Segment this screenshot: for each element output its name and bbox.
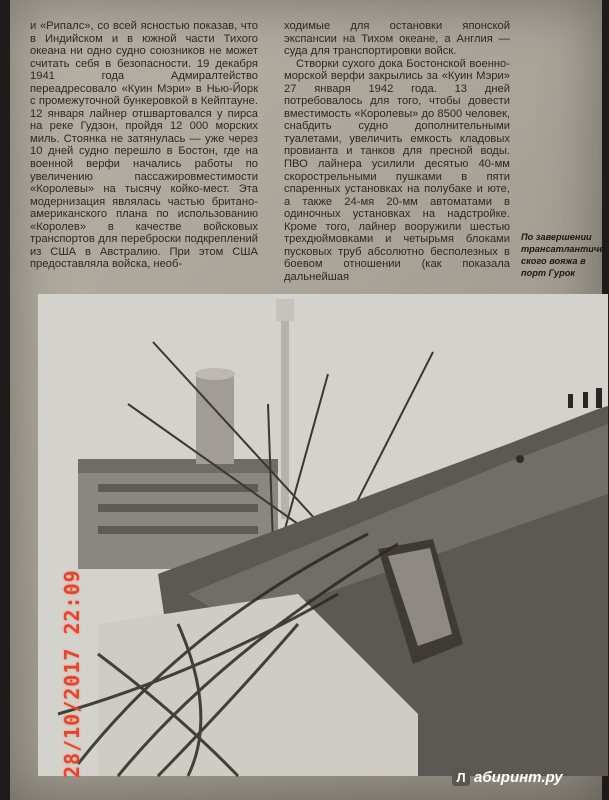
photo-caption: По завершении трансатлантического вояжа в порт Гурок: [521, 232, 608, 279]
article-paragraph: Створки сухого дока Бостонской военно-морской верфи закрылись за «Куин Мэри» 27 января 1942 года. 13 дней потребовалось для того, чтобы довести вместимость «Королевы» до 8500 человек, снабдить судно дополнительными туалетами, увеличить емкость кладовых провианта и танков для пресной воды. ПВО лайнера усилили десятью 40-мм скорострельными пушками в пяти спаренных установках на полубаке и юте, а также 24-мя 20-мм автоматами в одиночных установках на надстройке. Кроме того, лайнер вооружили шестью трехдюймовками и четырьмя блоками пусковых труб абсолютно бесполезных в боевом отношении (как показала дальнейшая: [284, 57, 510, 283]
article-column-left: [30, 20, 258, 271]
watermark-text: абиринт.ру: [474, 768, 563, 786]
photo-date-stamp: 28/10/2017 22:09: [60, 569, 84, 778]
article-paragraph: ходимые для остановки японской экспансии на Тихом океане, а Англия — суда для транспортировки войск.: [284, 20, 510, 58]
ship-illustration: [38, 294, 608, 776]
ship-photo: [38, 294, 608, 776]
labirint-logo-icon: Л: [452, 768, 470, 786]
article-column-right: [284, 20, 510, 283]
labirint-watermark: [452, 766, 592, 788]
article-paragraph: и «Рипалс», со всей ясностью показав, что в Индийском и в южной части Тихого океана ни одно судно союзников не может считать себя в безопасности. 19 декабря 1941 года Адмиралтейство переадресовало «Куин Мэри» в Нью-Йорк с промежуточной бункеровкой в Кейптауне. 12 января лайнер отшвартовался у пирса на реке Гудзон, пройдя 12 000 морских миль. Стоянка не затянулась — уже через 10 дней судно перешло в Бостон, где на военной верфи начались работы по увеличению пассажировместимости «Королевы» на тысячу койко-мест. Эта модернизация являлась частью британо-американского плана по использованию «Королев» в качестве войсковых транспортов для переброски подкреплений из США в Австралию. При этом США предоставляла войска, необ-: [30, 20, 258, 271]
